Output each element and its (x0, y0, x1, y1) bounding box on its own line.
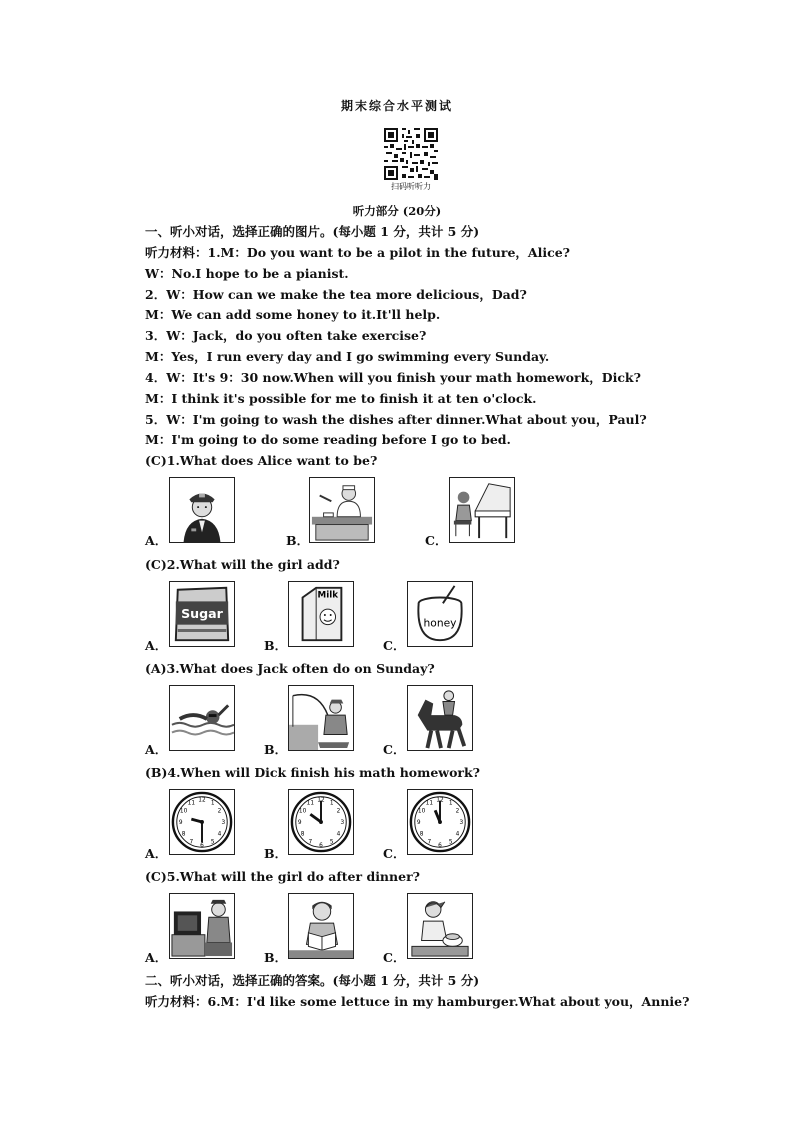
reading-picture[interactable] (288, 893, 354, 959)
script-line: M：I'm going to do some reading before I go to bed. (145, 432, 511, 447)
sugar-bag-picture[interactable] (169, 581, 235, 647)
svg-text:5: 5 (448, 839, 453, 846)
clock-icon[interactable] (169, 789, 235, 855)
svg-text:10: 10 (417, 808, 426, 815)
question-2: (C)2.What will the girl add? (145, 557, 340, 572)
svg-text:3: 3 (221, 819, 226, 826)
svg-text:8: 8 (300, 831, 305, 838)
script-line: W：No.I hope to be a pianist. (145, 266, 349, 281)
svg-text:10: 10 (298, 808, 307, 815)
svg-text:12: 12 (436, 797, 444, 804)
question-1: (C)1.What does Alice want to be? (145, 453, 378, 468)
honey-label: honey (423, 616, 457, 630)
question-3: (A)3.What does Jack often do on Sunday? (145, 661, 435, 676)
svg-text:7: 7 (308, 839, 313, 846)
script-line: 听力材料：6.M：I'd like some lettuce in my hamburger.What about you，Annie? (145, 994, 690, 1009)
svg-text:6: 6 (319, 843, 323, 850)
svg-text:3: 3 (340, 819, 345, 826)
option-letter-c[interactable]: C． (383, 638, 406, 653)
question-5: (C)5.What will the girl do after dinner? (145, 869, 420, 884)
script-line: M：We can add some honey to it.It'll help. (145, 307, 441, 322)
svg-text:2: 2 (217, 808, 222, 815)
option-letter-a[interactable]: A． (145, 846, 168, 861)
svg-text:1: 1 (329, 800, 334, 807)
option-letter-b[interactable]: B． (264, 846, 288, 861)
svg-text:3: 3 (459, 819, 464, 826)
horse-riding-picture[interactable] (407, 685, 473, 751)
script-line: M：I think it's possible for me to finish it at ten o'clock. (145, 391, 537, 406)
svg-text:10: 10 (179, 808, 188, 815)
question-4: (B)4.When will Dick finish his math homework? (145, 765, 480, 780)
option-letter-b[interactable]: B． (264, 950, 288, 965)
svg-text:8: 8 (419, 831, 424, 838)
listening-part-title: 听力部分 (20分) (352, 204, 442, 218)
option-letter-b[interactable]: B． (264, 742, 288, 757)
clock-icon[interactable] (288, 789, 354, 855)
clock-icon[interactable] (407, 789, 473, 855)
milk-label: Milk (317, 590, 339, 601)
svg-text:4: 4 (336, 831, 341, 838)
svg-text:5: 5 (210, 839, 215, 846)
svg-text:8: 8 (181, 831, 186, 838)
option-letter-c[interactable]: C． (383, 846, 406, 861)
washing-dishes-picture[interactable] (407, 893, 473, 959)
option-letter-c[interactable]: C． (383, 742, 406, 757)
svg-text:9: 9 (178, 819, 183, 826)
script-line: 4．W：It's 9：30 now.When will you finish your math homework，Dick? (145, 370, 641, 385)
script-line: 3．W：Jack，do you often take exercise? (145, 328, 427, 343)
svg-text:7: 7 (189, 839, 194, 846)
svg-text:6: 6 (200, 843, 204, 850)
svg-text:5: 5 (329, 839, 334, 846)
page-title: 期末综合水平测试 (340, 99, 453, 113)
svg-text:2: 2 (455, 808, 460, 815)
option-letter-a[interactable]: A． (145, 638, 168, 653)
svg-text:9: 9 (297, 819, 302, 826)
option-letter-b[interactable]: B． (286, 533, 310, 548)
option-letter-a[interactable]: A． (145, 742, 168, 757)
girl-playing-piano-picture[interactable] (449, 477, 515, 543)
option-letter-a[interactable]: A． (145, 533, 168, 548)
svg-text:9: 9 (416, 819, 421, 826)
honey-jar-picture[interactable] (407, 581, 473, 647)
svg-text:11: 11 (306, 800, 315, 807)
section2-heading: 二、听小对话，选择正确的答案。(每小题 1 分，共计 5 分) (145, 973, 480, 988)
svg-text:2: 2 (336, 808, 341, 815)
script-line: M：Yes，I run every day and I go swimming every Sunday. (145, 349, 550, 364)
script-line: 2．W：How can we make the tea more delicious，Dad? (145, 287, 527, 302)
milk-carton-picture[interactable] (288, 581, 354, 647)
svg-text:7: 7 (427, 839, 432, 846)
script-line: 5．W：I'm going to wash the dishes after dinner.What about you，Paul? (145, 412, 647, 427)
svg-text:4: 4 (455, 831, 460, 838)
script-line: 听力材料：1.M：Do you want to be a pilot in the future，Alice? (145, 245, 570, 260)
option-letter-b[interactable]: B． (264, 638, 288, 653)
option-letter-c[interactable]: C． (383, 950, 406, 965)
section1-heading: 一、听小对话，选择正确的图片。(每小题 1 分，共计 5 分) (145, 224, 480, 239)
svg-text:12: 12 (198, 797, 206, 804)
svg-text:11: 11 (187, 800, 196, 807)
svg-text:11: 11 (425, 800, 434, 807)
sugar-label: Sugar (181, 605, 223, 621)
option-letter-c[interactable]: C． (425, 533, 448, 548)
svg-text:12: 12 (317, 797, 325, 804)
swimming-picture[interactable] (169, 685, 235, 751)
svg-text:1: 1 (448, 800, 453, 807)
svg-text:4: 4 (217, 831, 222, 838)
qr-code-icon[interactable] (384, 128, 438, 180)
svg-text:6: 6 (438, 843, 442, 850)
fishing-picture[interactable] (288, 685, 354, 751)
watching-tv-picture[interactable] (169, 893, 235, 959)
qr-caption: 扫码听听力 (391, 182, 431, 191)
doctor-at-desk-picture[interactable] (309, 477, 375, 543)
option-letter-a[interactable]: A． (145, 950, 168, 965)
svg-text:1: 1 (210, 800, 215, 807)
police-officer-picture[interactable] (169, 477, 235, 543)
